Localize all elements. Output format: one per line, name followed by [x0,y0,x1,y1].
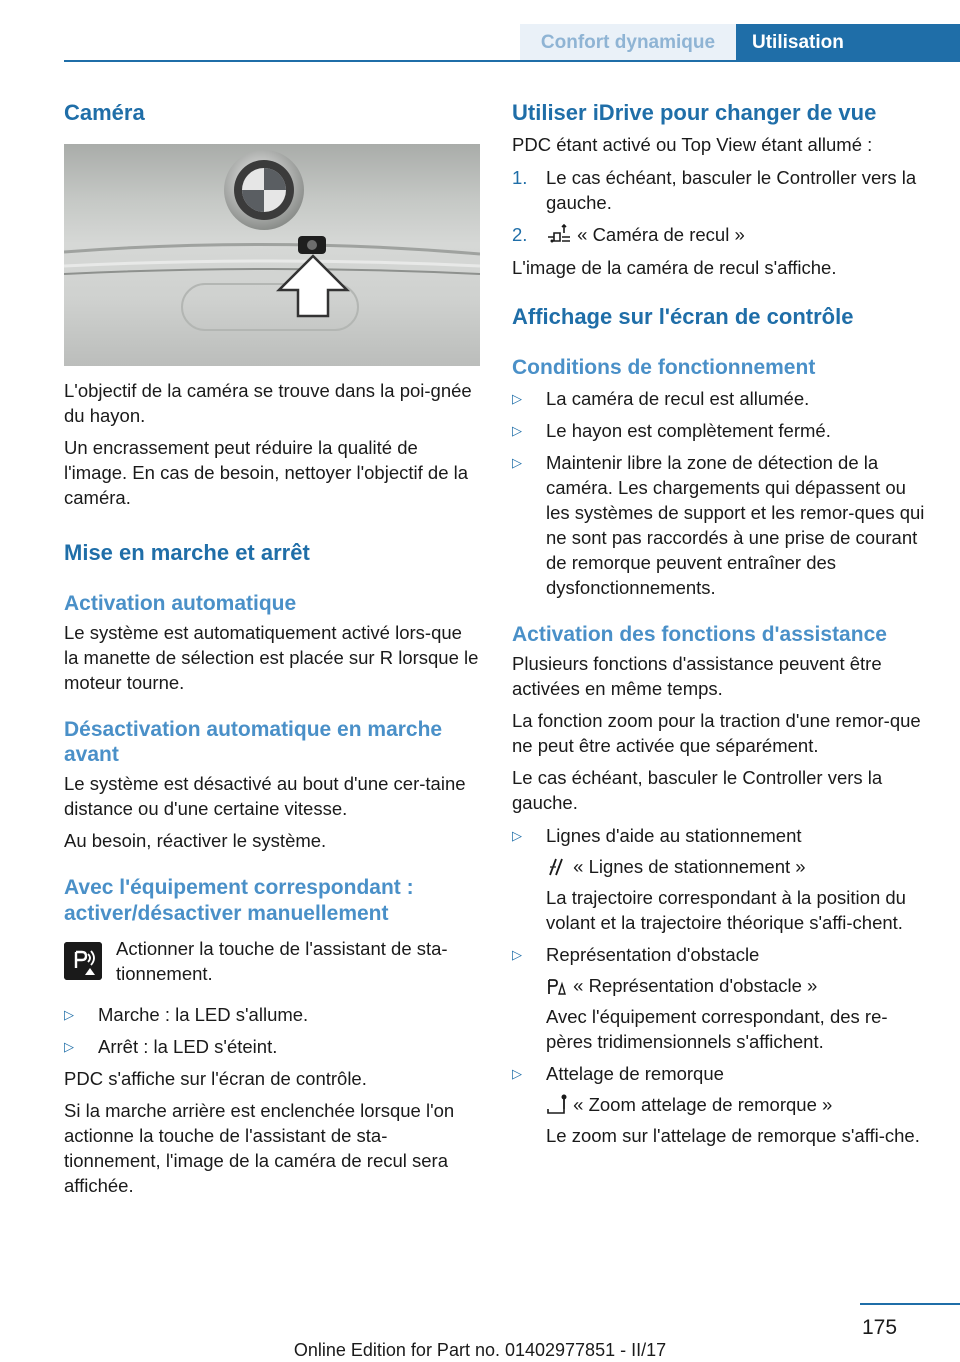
header-tabs [520,24,960,62]
assist-heading: Activation des fonctions d'assistance [512,622,887,646]
footer-rule [860,1303,960,1305]
header-rule [64,60,960,62]
on-off-heading: Mise en marche et arrêt [64,540,310,566]
assist-text-2: La fonction zoom pour la traction d'une remor‐que ne peut être activée que séparément. [512,710,921,757]
list-item: ▷ Représentation d'obstacle « Représentation d'obstacle » Avec l'équipement correspondant, des re‐pères tridimensionnels s'affichent. [512,942,926,1054]
camera-photo-illustration [64,144,480,366]
rear-camera-icon [546,223,572,245]
list-item: ▷ Maintenir libre la zone de détection de la caméra. Les chargements qui dépassent ou les systèmes de support et les remor‐ques qui ne sont pas raccordés à une prise de courant de remorque peuvent entraîner des dysfonctionnements. [512,451,925,598]
menu-entry[interactable]: « Zoom attelage de remorque » [546,1092,926,1117]
idrive-intro: PDC étant activé ou Top View étant allumé : [512,134,873,156]
parking-lines-icon [546,855,568,877]
left-column [64,100,480,1198]
display-heading: Affichage sur l'écran de contrôle [512,304,854,330]
idrive-result: L'image de la caméra de recul s'affiche. [512,257,837,279]
triangle-bullet-icon: ▷ [512,454,522,470]
functions-list [512,823,926,1148]
reverse-text: Si la marche arrière est enclenchée lorsque l'on actionne la touche de l'assistant de sta‐tionnement, l'image de la caméra de recul sera affichée. [64,1099,455,1196]
auto-activation-heading: Activation automatique [64,591,297,615]
obstacle-icon [546,974,568,996]
triangle-bullet-icon: ▷ [512,422,522,438]
section-tab[interactable]: Confort dynamique [520,24,736,62]
list-item: ▷ La caméra de recul est allumée. [512,387,810,409]
manual-list [64,1002,480,1059]
triangle-bullet-icon: ▷ [64,1038,74,1054]
list-item: ▷ Attelage de remorque « Zoom attelage de remorque » Le zoom sur l'attelage de remorque s'affi‐che. [512,1061,926,1148]
menu-entry[interactable]: « Représentation d'obstacle » [546,973,926,998]
manual-heading: Avec l'équipement correspondant : activer/désactiver manuellement [64,876,414,925]
page-number: 175 [862,1316,898,1339]
camera-photo [64,144,480,366]
list-item: 2. « Caméra de recul » [512,224,745,246]
cleaning-text: Un encrassement peut réduire la qualité de l'image. En cas de besoin, nettoyer l'objectif de la caméra. [64,437,469,509]
list-item: ▷ Lignes d'aide au stationnement « Lignes de stationnement » La trajectoire correspondant à la position du volant et la trajectoire théorique s'affi‐chent. [512,823,926,935]
idrive-heading: Utiliser iDrive pour changer de vue [512,100,877,125]
photo-caption: L'objectif de la caméra se trouve dans la poi‐gnée du hayon. [64,380,472,427]
trailer-hitch-icon [546,1093,568,1115]
auto-activation-text: Le système est automatiquement activé lors‐que la manette de sélection est placée sur R lorsque le moteur tourne. [64,621,479,693]
chapter-tab[interactable]: Utilisation [736,24,960,62]
pdc-text: PDC s'affiche sur l'écran de contrôle. [64,1067,367,1089]
list-item: ▷ Marche : la LED s'allume. [64,1003,309,1025]
reactivate-text: Au besoin, réactiver le système. [64,830,327,852]
conditions-heading: Conditions de fonctionnement [512,355,816,379]
camera-heading: Caméra [64,100,145,125]
triangle-bullet-icon: ▷ [64,1006,74,1022]
assist-text-3: Le cas échéant, basculer le Controller vers la gauche. [512,767,883,814]
idrive-steps [512,165,926,247]
triangle-bullet-icon: ▷ [512,947,522,963]
triangle-bullet-icon: ▷ [512,390,522,406]
auto-deactivation-heading: Désactivation automatique en marche avant [64,717,443,767]
park-assist-button-icon [64,942,102,980]
assist-text-1: Plusieurs fonctions d'assistance peuvent être activées en même temps. [512,653,882,700]
conditions-list [512,386,926,600]
pdc-button-instruction [64,936,480,986]
triangle-bullet-icon: ▷ [512,1066,522,1082]
manual-text: Actionner la touche de l'assistant de sta‐tionnement. [116,937,448,984]
right-column [512,100,926,1148]
edition-footer: Online Edition for Part no. 01402977851 - II/17 [293,1340,667,1360]
triangle-bullet-icon: ▷ [512,828,522,844]
auto-deactivation-text: Le système est désactivé au bout d'une cer‐taine distance ou d'une certaine vitesse. [64,773,466,820]
menu-entry[interactable]: « Lignes de stationnement » [546,854,926,879]
list-item: 1. Le cas échéant, basculer le Controller vers la gauche. [512,167,917,214]
list-item: ▷ Arrêt : la LED s'éteint. [64,1035,278,1057]
list-item: ▷ Le hayon est complètement fermé. [512,419,831,441]
